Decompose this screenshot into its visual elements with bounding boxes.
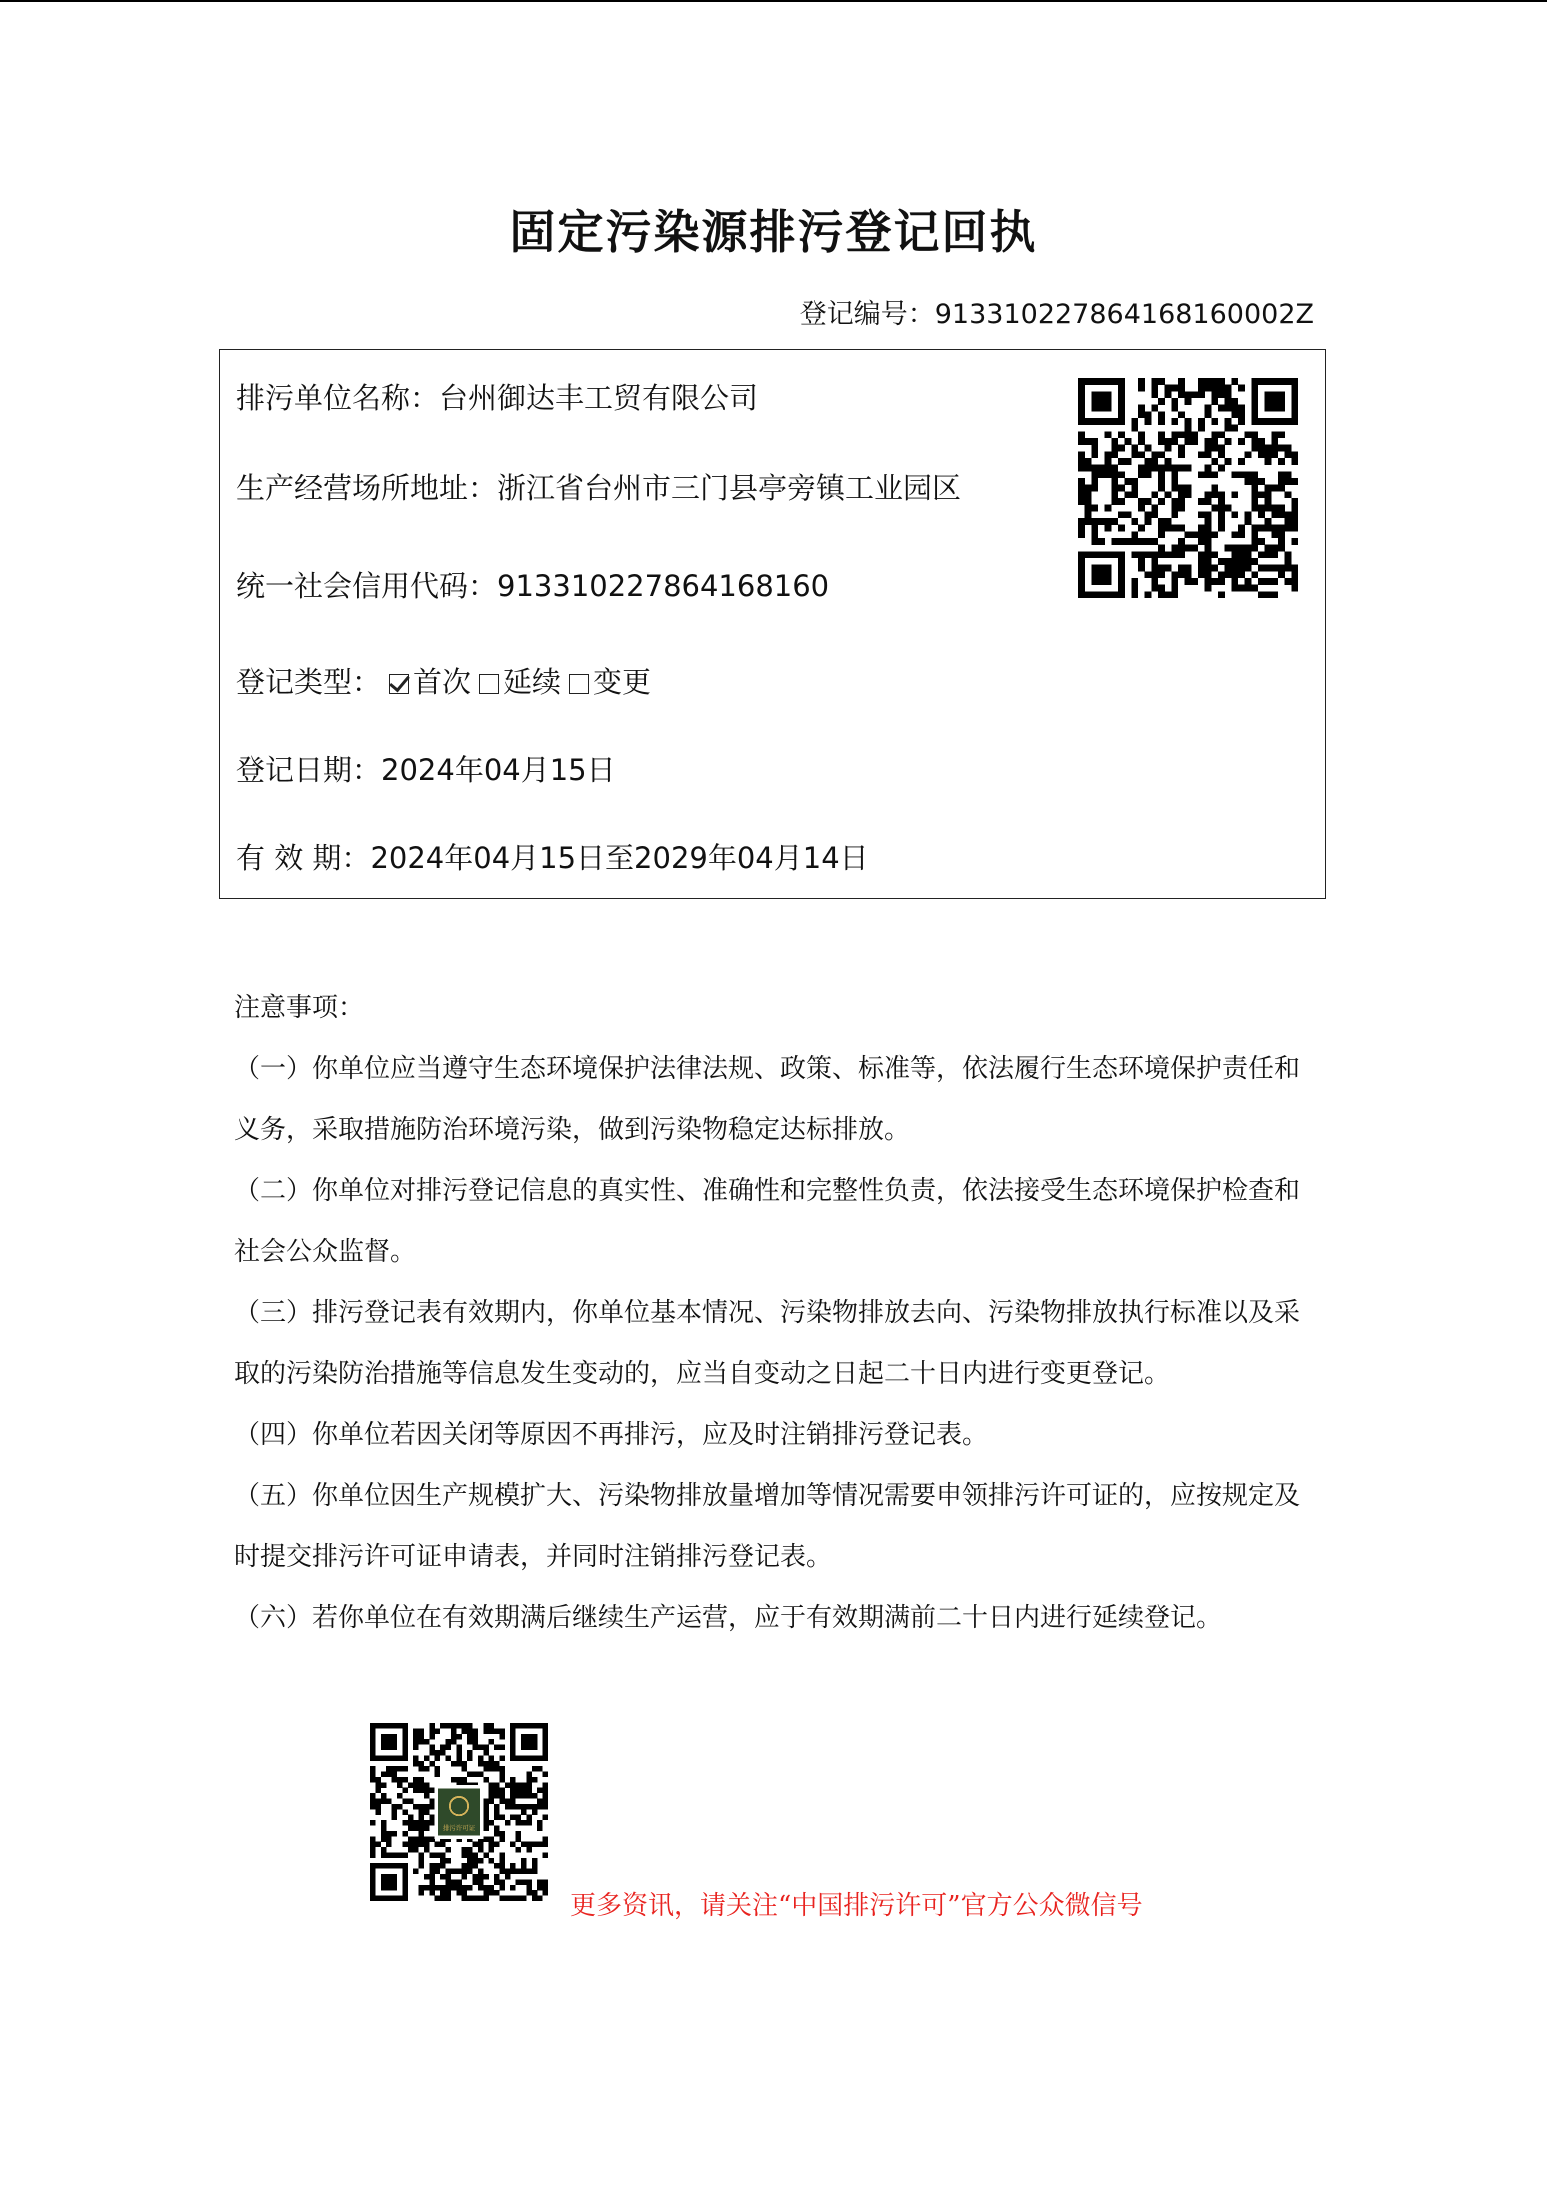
wechat-qr-code-icon (364, 1723, 554, 1901)
registration-type-row (236, 660, 651, 701)
registration-date-row (236, 748, 616, 789)
checkbox-change (569, 674, 589, 694)
validity-row (236, 836, 869, 877)
qr-logo-text: 排污许可证 (442, 1823, 476, 1832)
unit-name-value: 台州御达丰工贸有限公司 (439, 381, 759, 415)
address-label: 生产经营场所地址： (236, 471, 498, 505)
registration-type-label: 登记类型： (236, 665, 382, 699)
note-item-3: （三）排污登记表有效期内，你单位基本情况、污染物排放去向、污染物排放执行标准以及采取的污染防治措施等信息发生变动的，应当自变动之日起二十日内进行变更登记。 (234, 1298, 1301, 1389)
registration-date-label: 登记日期： (236, 753, 382, 787)
registration-number-label: 登记编号： (799, 299, 935, 330)
checkbox-first-time (389, 674, 409, 694)
notes-heading: 注意事项： (234, 993, 365, 1023)
option-first-time: 首次 (413, 665, 472, 699)
note-item-6: （六）若你单位在有效期满后继续生产运营，应于有效期满前二十日内进行延续登记。 (234, 1603, 1223, 1633)
option-renewal: 延续 (503, 665, 562, 699)
registration-number-value: 91331022786416816000​2Z (934, 299, 1314, 330)
notes-section (234, 978, 1309, 1649)
option-change: 变更 (593, 665, 652, 699)
checkbox-renewal (479, 674, 499, 694)
validity-label: 有 效 期： (236, 841, 371, 875)
qr-code-icon (1078, 378, 1298, 598)
validity-value: 2024年04月15日至2029年04月14日 (370, 841, 869, 875)
address-row (236, 466, 961, 507)
note-item-2: （二）你单位对排污登记信息的真实性、准确性和完整性负责，依法接受生态环境保护检查和社会公众监督。 (234, 1176, 1301, 1267)
note-item-5: （五）你单位因生产规模扩大、污染物排放量增加等情况需要申领排污许可证的，应按规定及时提交排污许可证申请表，并同时注销排污登记表。 (234, 1481, 1301, 1572)
address-value: 浙江省台州市三门县亭旁镇工业园区 (497, 471, 962, 505)
unit-name-row (236, 376, 758, 417)
credit-code-label: 统一社会信用代码： (236, 569, 498, 603)
registration-date-value: 2024年04月15日 (381, 753, 616, 787)
note-item-4: （四）你单位若因关闭等原因不再排污，应及时注销排污登记表。 (234, 1420, 989, 1450)
top-border-line (0, 0, 1547, 2)
unit-name-label: 排污单位名称： (236, 381, 440, 415)
credit-code-row (236, 564, 829, 605)
registration-number (800, 292, 1314, 331)
registration-info-box (219, 349, 1326, 899)
document-title: 固定污染源排污登记回执 (509, 205, 1038, 259)
credit-code-value: 913310227864168160 (497, 569, 830, 603)
note-item-1: （一）你单位应当遵守生态环境保护法律法规、政策、标准等，依法履行生态环境保护责任和义务，采取措施防治环境污染，做到污染物稳定达标排放。 (234, 1054, 1301, 1145)
follow-wechat-text: 更多资讯，请关注“中国排污许可”官方公众微信号 (570, 1891, 1143, 1921)
